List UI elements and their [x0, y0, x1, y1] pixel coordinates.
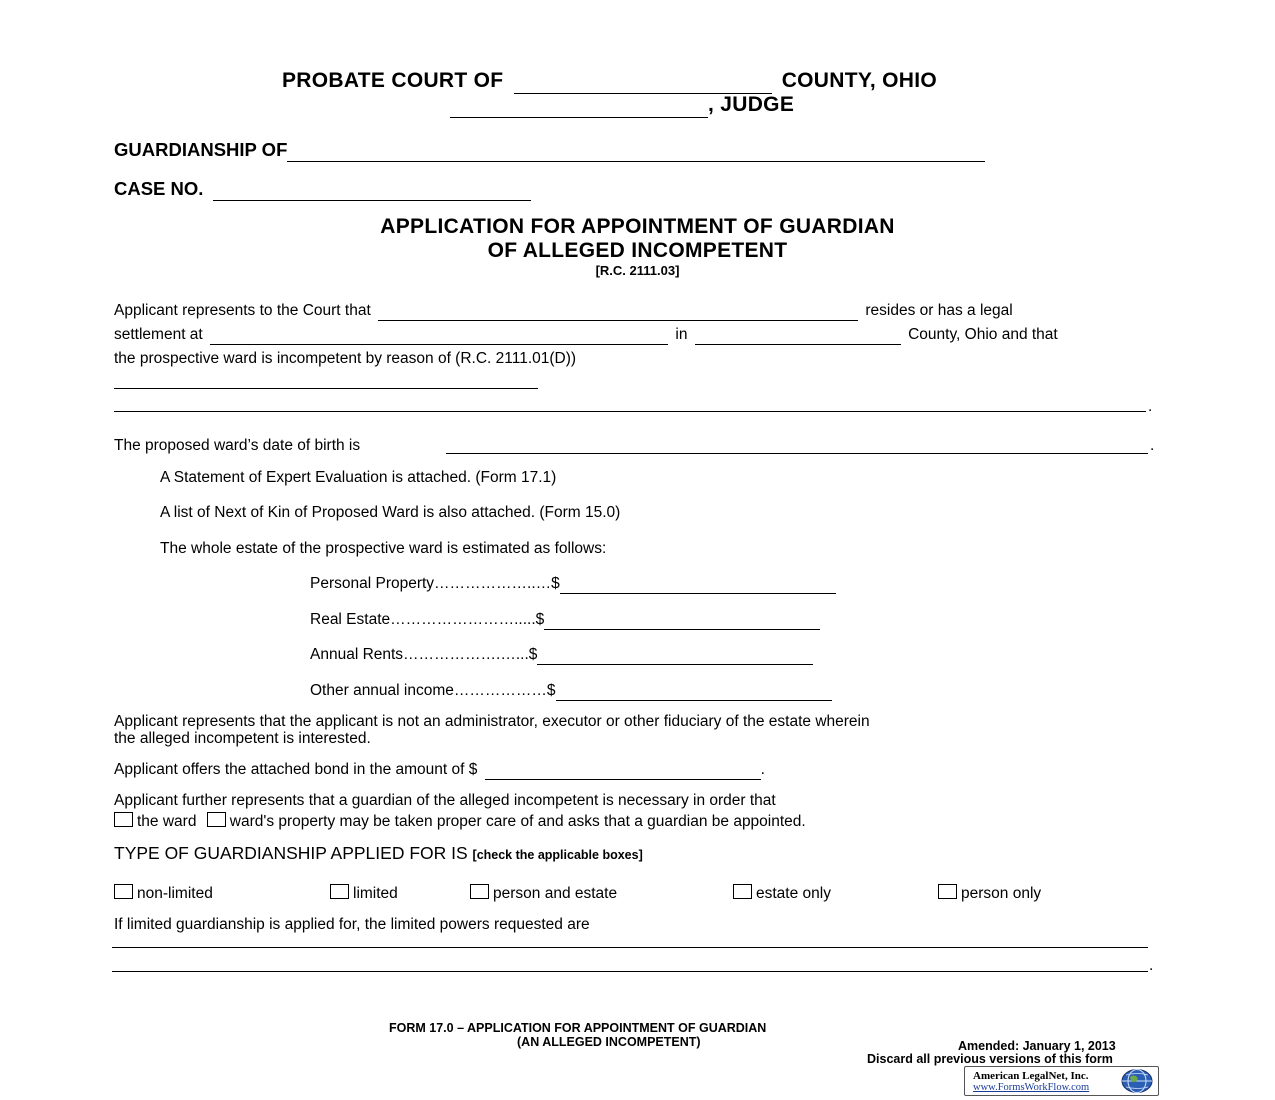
limited-checkbox[interactable] [330, 884, 349, 899]
wards-property-label: ward's property may be taken proper care of and asks that a guardian be appointed. [229, 813, 806, 830]
guardianship-type-heading-row [114, 843, 643, 864]
representation-line3: the prospective ward is incompetent by reason of (R.C. 2111.01(D)) [114, 350, 577, 367]
estate-personal-property: Personal Property………………..…$ [310, 575, 836, 594]
settlement-county-field[interactable] [695, 326, 901, 345]
american-legalnet-logo[interactable] [964, 1066, 1159, 1096]
bond-amount-field[interactable] [485, 761, 761, 780]
guardianship-of-row [114, 139, 985, 162]
form-footer-line1: FORM 17.0 – APPLICATION FOR APPOINTMENT OF GUARDIAN [389, 1021, 767, 1035]
ward-name-field[interactable] [287, 139, 985, 162]
necessity-options [114, 812, 806, 831]
expert-evaluation-statement: A Statement of Expert Evaluation is attached. (Form 17.1) [160, 469, 557, 486]
guardianship-of-label: GUARDIANSHIP OF [114, 139, 288, 160]
option-non-limited: non-limited [114, 884, 213, 903]
option-limited: limited [330, 884, 398, 903]
option-estate-only: estate only [733, 884, 831, 903]
other-income-amount-field[interactable] [556, 682, 832, 701]
dob-period: . [1150, 437, 1155, 454]
judge-name-field[interactable] [450, 93, 708, 118]
dob-label: The proposed ward’s date of birth is [114, 437, 361, 454]
real-estate-amount-field[interactable] [544, 611, 820, 630]
the-ward-checkbox[interactable] [114, 812, 133, 827]
representation-line2: settlement at in County, Ohio and that [114, 326, 1058, 343]
the-ward-label: the ward [137, 813, 197, 830]
limited-powers-field-2[interactable] [112, 971, 1148, 972]
logo-company-name: American LegalNet, Inc. [973, 1070, 1089, 1082]
applicant-name-field[interactable] [378, 302, 858, 321]
person-only-checkbox[interactable] [938, 884, 957, 899]
case-number-field[interactable] [213, 178, 531, 201]
option-person-and-estate: person and estate [470, 884, 617, 903]
fiduciary-line2: the alleged incompetent is interested. [114, 730, 371, 747]
guardianship-type-heading: TYPE OF GUARDIANSHIP APPLIED FOR IS [114, 843, 468, 863]
settlement-address-field[interactable] [210, 326, 668, 345]
personal-property-amount-field[interactable] [560, 575, 836, 594]
court-prefix: PROBATE COURT OF [282, 69, 504, 92]
logo-website-link[interactable]: www.FormsWorkFlow.com [973, 1082, 1090, 1093]
reason-period: . [1148, 398, 1153, 415]
person-and-estate-checkbox[interactable] [470, 884, 489, 899]
limited-powers-label: If limited guardianship is applied for, the limited powers requested are [114, 916, 590, 933]
dob-field[interactable] [446, 453, 1148, 454]
form-title-line1: APPLICATION FOR APPOINTMENT OF GUARDIAN [380, 215, 895, 238]
estate-annual-rents: Annual Rents……………….…...$ [310, 646, 813, 665]
option-person-only: person only [938, 884, 1041, 903]
form-footer-line2: (AN ALLEGED INCOMPETENT) [517, 1035, 701, 1049]
incompetence-reason-field-2[interactable] [114, 411, 1146, 412]
fiduciary-line1: Applicant represents that the applicant is not an administrator, executor or other fiduciary of the estate wherein [114, 713, 870, 730]
limited-powers-field-1[interactable] [112, 947, 1148, 948]
bond-label: Applicant offers the attached bond in the amount of $ [114, 761, 478, 778]
form-title-line2: OF ALLEGED INCOMPETENT [487, 239, 788, 262]
estate-other-income: Other annual income………………$ [310, 682, 832, 701]
discard-notice: Discard all previous versions of this form [867, 1052, 1113, 1066]
limited-powers-period: . [1149, 957, 1154, 974]
globe-icon [1120, 1068, 1154, 1094]
necessity-line1: Applicant further represents that a guardian of the alleged incompetent is necessary in order that [114, 792, 776, 809]
bond-row: Applicant offers the attached bond in the amount of $ . [114, 761, 765, 778]
court-suffix: COUNTY, OHIO [781, 69, 937, 92]
case-no-row [114, 178, 531, 201]
incompetence-reason-field-1[interactable] [114, 388, 538, 389]
county-name-field[interactable] [514, 69, 772, 94]
wards-property-checkbox[interactable] [207, 812, 226, 827]
annual-rents-amount-field[interactable] [537, 646, 813, 665]
estate-real-estate: Real Estate…………………….....$ [310, 611, 820, 630]
estate-intro: The whole estate of the prospective ward is estimated as follows: [160, 540, 607, 557]
next-of-kin-statement: A list of Next of Kin of Proposed Ward is also attached. (Form 15.0) [160, 504, 621, 521]
case-no-label: CASE NO. [114, 178, 204, 199]
judge-line [450, 93, 794, 118]
representation-line1: Applicant represents to the Court that resides or has a legal [114, 302, 1013, 319]
non-limited-checkbox[interactable] [114, 884, 133, 899]
estate-only-checkbox[interactable] [733, 884, 752, 899]
guardianship-type-hint: [check the applicable boxes] [472, 848, 643, 862]
court-header [282, 69, 937, 94]
statute-reference: [R.C. 2111.03] [595, 263, 680, 278]
amended-date: Amended: January 1, 2013 [958, 1039, 1116, 1053]
judge-suffix: , JUDGE [708, 93, 795, 116]
